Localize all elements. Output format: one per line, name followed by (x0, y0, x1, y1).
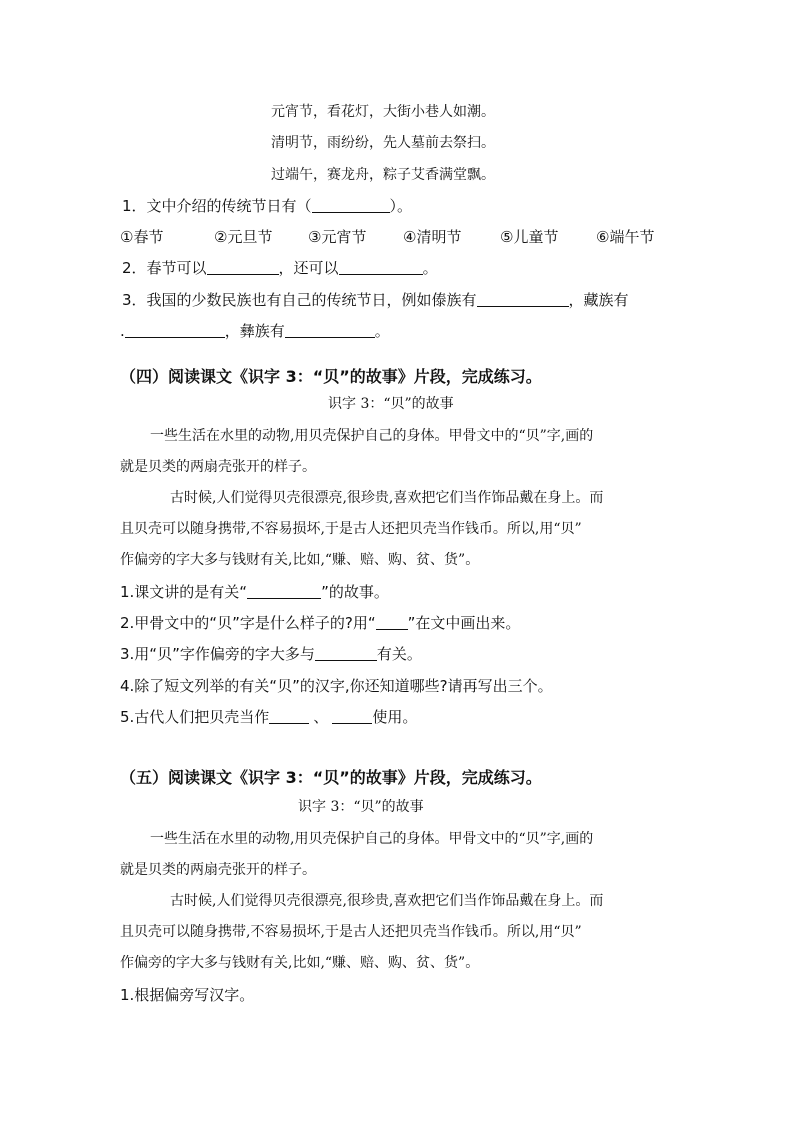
part4-paragraph-1: 一些生活在水里的动物,用贝壳保护自己的身体。甲骨文中的“贝”字,画的 (150, 428, 594, 444)
part4-paragraph-2: 作偏旁的字大多与钱财有关,比如,“赚、赔、购、贫、货”。 (120, 552, 480, 568)
answer-blank[interactable] (376, 614, 408, 630)
answer-blank[interactable] (312, 197, 390, 213)
poem-line-3: 过端午，赛龙舟，粽子艾香满堂飘。 (271, 167, 495, 183)
part5-paragraph-1: 一些生活在水里的动物,用贝壳保护自己的身体。甲骨文中的“贝”字,画的 (150, 831, 594, 847)
part5-paragraph-2: 作偏旁的字大多与钱财有关,比如,“赚、赔、购、贫、货”。 (120, 955, 480, 971)
option-item: ④清明节 (403, 228, 462, 246)
answer-blank[interactable] (247, 583, 321, 599)
option-item: ①春节 (120, 228, 164, 246)
part3-question-3-cont: . ，彝族有 。 (120, 322, 390, 340)
part4-paragraph-2: 且贝壳可以随身携带,不容易损坏,于是古人还把贝壳当作钱币。所以,用“贝” (120, 521, 582, 537)
answer-blank[interactable] (285, 322, 375, 338)
answer-blank[interactable] (269, 708, 309, 724)
part4-title: 识字 3：“贝”的故事 (328, 396, 454, 412)
answer-blank[interactable] (332, 708, 372, 724)
option-item: ⑥端午节 (596, 228, 655, 246)
part3-question-2: 2．春节可以 ，还可以 。 (122, 259, 438, 277)
part4-question-5: 5.古代人们把贝壳当作 、 使用。 (120, 708, 418, 726)
part4-paragraph-1: 就是贝类的两扇壳张开的样子。 (120, 459, 316, 475)
part4-heading: （四）阅读课文《识字 3：“贝”的故事》片段，完成练习。 (120, 367, 542, 386)
part5-paragraph-1: 就是贝类的两扇壳张开的样子。 (120, 862, 316, 878)
answer-blank[interactable] (339, 259, 423, 275)
poem-line-1: 元宵节，看花灯，大街小巷人如潮。 (271, 104, 495, 120)
answer-blank[interactable] (477, 291, 569, 307)
part3-options (120, 227, 654, 247)
answer-blank[interactable] (125, 322, 225, 338)
part5-question-1: 1.根据偏旁写汉字。 (120, 986, 255, 1004)
part5-heading: （五）阅读课文《识字 3：“贝”的故事》片段，完成练习。 (120, 768, 542, 787)
part4-question-3: 3.用“贝”字作偏旁的字大多与 有关。 (120, 645, 422, 663)
part3-question-1: 1．文中介绍的传统节日有（ ）。 (122, 197, 413, 215)
part5-paragraph-2: 古时候,人们觉得贝壳很漂亮,很珍贵,喜欢把它们当作饰品戴在身上。而 (170, 893, 604, 909)
answer-blank[interactable] (207, 259, 279, 275)
poem-line-2: 清明节，雨纷纷，先人墓前去祭扫。 (271, 135, 495, 151)
option-item: ②元旦节 (214, 228, 273, 246)
part4-question-4: 4.除了短文列举的有关“贝”的汉字,你还知道哪些?请再写出三个。 (120, 677, 553, 695)
part4-question-2: 2.甲骨文中的“贝”字是什么样子的?用“ ”在文中画出来。 (120, 614, 521, 632)
part4-question-1: 1.课文讲的是有关“ ”的故事。 (120, 583, 389, 601)
option-item: ③元宵节 (308, 228, 367, 246)
part3-question-3: 3．我国的少数民族也有自己的传统节日，例如傣族有 ，藏族有 (122, 291, 629, 309)
part5-paragraph-2: 且贝壳可以随身携带,不容易损坏,于是古人还把贝壳当作钱币。所以,用“贝” (120, 924, 582, 940)
answer-blank[interactable] (315, 645, 377, 661)
option-item: ⑤儿童节 (500, 228, 559, 246)
part4-paragraph-2: 古时候,人们觉得贝壳很漂亮,很珍贵,喜欢把它们当作饰品戴在身上。而 (170, 490, 604, 506)
part5-title: 识字 3：“贝”的故事 (298, 799, 424, 815)
